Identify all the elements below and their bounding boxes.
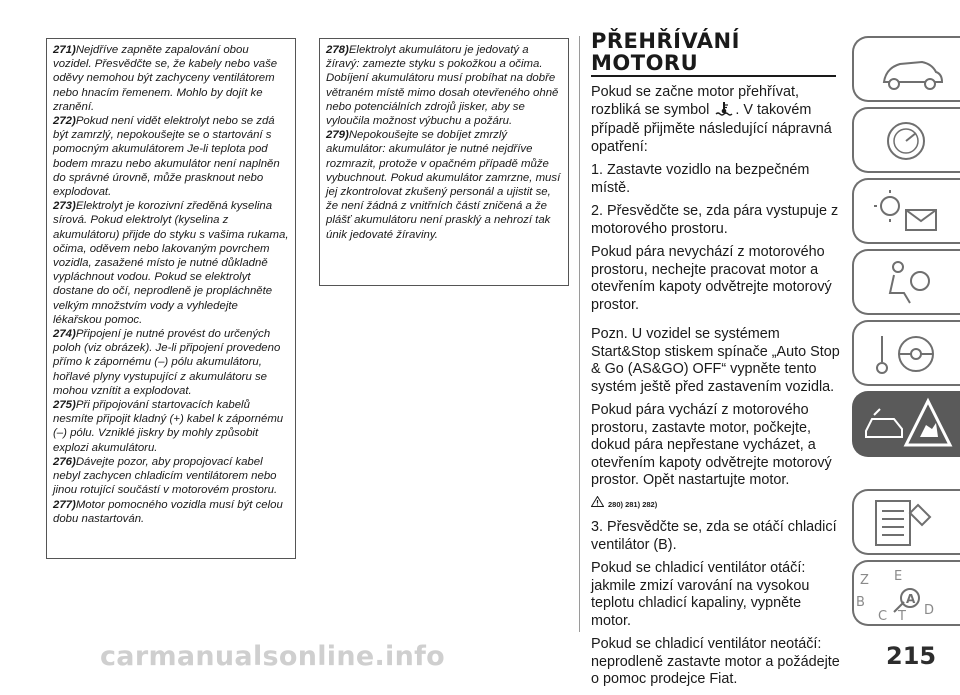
warning-number: 278) — [326, 44, 349, 56]
tab-safety[interactable] — [852, 249, 960, 315]
warning-text: Nejdříve zapněte zapalování obou vozidel. Přesvědčte se, že kabely nebo vaše oděvy nemohou být zachyceny ventilátorem nebo hnacím řemenem. Mohlo by dojít ke zranění. — [53, 44, 278, 113]
warning-item — [53, 43, 289, 114]
warning-number: 275) — [53, 399, 76, 412]
tab-dashboard[interactable] — [852, 107, 960, 173]
no-steam-paragraph: Pokud pára nevychází z motorového prostoru, nechejte pracovat motor a otevřením kapoty odvětrejte motorový prostor. — [591, 244, 832, 313]
warning-item — [53, 398, 289, 455]
fan-off-paragraph: Pokud se chladicí ventilátor neotáčí: neprodleně zastavte motor a požádejte o pomoc prodejce Fiat. — [591, 636, 840, 687]
tab-index[interactable] — [852, 560, 960, 626]
watermark: carmanualsonline.info — [100, 641, 446, 672]
svg-text:Z: Z — [860, 573, 869, 588]
tab-driving[interactable] — [852, 320, 960, 386]
warning-text: Dávejte pozor, aby propojovací kabel nebyl zachycen chladicím ventilátorem nebo jinou rotující součástí v motorovém prostoru. — [53, 455, 278, 497]
warning-text: Elektrolyt je korozivní zředěná kyselina sírová. Pokud elektrolyt (kyselina z akumulátoru) přijde do styku s vašima rukama, očima, oděvem nebo lakovaným povrchem vozidla, zasažené místo je nutné důkladně vypláchnout vodou. Pokud se elektrolyt dostane do očí, neprodleně je propláchněte velkým množstvím vody a vyhledejte lékařskou pomoc. — [53, 200, 289, 326]
tab-car[interactable] — [852, 36, 960, 102]
light-and-mail-icon — [854, 180, 960, 242]
car-breakdown-warning-icon — [854, 393, 960, 455]
specs-tools-icon — [854, 562, 960, 624]
key-steering-wheel-icon — [854, 322, 960, 384]
warning-item — [53, 455, 289, 498]
page-number: 215 — [886, 642, 937, 670]
warning-number: 274) — [53, 328, 76, 341]
intro-text: Pokud se začne motor přehřívat, rozbliká se symbol — [591, 84, 799, 118]
tab-maintenance[interactable] — [852, 489, 960, 555]
step-3: 3. Přesvědčte se, zda se otáčí chladicí ventilátor (B). — [591, 519, 837, 553]
dashboard-gauge-icon — [854, 109, 960, 171]
warning-text: Při připojování startovacích kabelů nesmíte připojit kladný (+) kabel k zápornému (–) pólu. Vzniklé jiskry by mohly způsobit explozi akumulátoru. — [53, 399, 284, 454]
main-text — [591, 84, 844, 695]
airbag-seat-icon — [854, 251, 960, 313]
references-text: 280) 281) 282) — [608, 499, 658, 509]
warning-triangle-icon — [591, 496, 604, 514]
service-checklist-icon — [854, 491, 960, 553]
fan-on-paragraph: Pokud se chladicí ventilátor otáčí: jakmile zmizí varování na vysokou teplotu chladicí kapaliny, vypněte motor. — [591, 560, 810, 629]
svg-text:E: E — [894, 569, 903, 584]
warning-text: Motor pomocného vozidla musí být celou dobu nastartován. — [53, 498, 283, 525]
warnings-box-middle — [319, 38, 569, 286]
step-2: 2. Přesvědčte se, zda pára vystupuje z motorového prostoru. — [591, 203, 839, 237]
warning-number: 279) — [326, 129, 349, 142]
warning-text: Elektrolyt akumulátoru je jedovatý a žíravý: zamezte styku s pokožkou a očima. Dobíjení akumulátoru musí probíhat na dobře větraném místě mimo dosah otevřeného ohně nebo potenciálních zdrojů jisker, aby se vyloučila možnost výbuchu a požáru. — [326, 44, 559, 128]
column-divider — [579, 36, 580, 632]
warning-number: 277) — [53, 498, 76, 511]
warning-item — [53, 327, 289, 398]
tab-lights[interactable] — [852, 178, 960, 244]
warning-references — [591, 496, 844, 514]
steam-paragraph: Pokud pára vychází z motorového prostoru, zastavte motor, počkejte, dokud pára nepřestane vycházet, a otevřením kapoty odvětrejte motorový prostor. Opět nastartujte motor. — [591, 402, 832, 488]
warning-number: 276) — [53, 455, 76, 468]
warning-item — [53, 199, 289, 327]
svg-text:B: B — [856, 595, 865, 610]
intro-text-cont: . V takovém případě přijměte následující nápravná opatření: — [591, 101, 832, 155]
warning-item — [53, 498, 289, 526]
svg-text:T: T — [898, 609, 906, 624]
tab-emergency[interactable] — [852, 391, 960, 457]
warning-text: Nepokoušejte se dobíjet zmrzlý akumulátor: akumulátor je nutné nejdříve rozmrazit, protože v opačném případě může vybuchnout. Pokud akumulátor zamrzne, musí jej zkontrolovat zkušený personál a ujistit se, že není žádná z vnitřních částí zničená a že plášť akumulátoru není prasklý a nehrozí tak únik jedovaté žíraviny. — [326, 129, 561, 241]
svg-text:A: A — [906, 592, 916, 606]
warning-number: 273) — [53, 200, 76, 213]
warning-number: 272) — [53, 115, 76, 128]
car-icon — [854, 38, 960, 100]
svg-text:D: D — [924, 603, 935, 618]
warning-text: Připojení je nutné provést do určených poloh (viz obrázek). Je-li připojení provedeno přímo k zápornému (–) pólu akumulátoru, hořlavé plyny vystupující z akumulátoru se mohou vznítit a explodovat. — [53, 328, 281, 397]
section-title: PŘEHŘÍVÁNÍ MOTORU — [591, 29, 740, 75]
title-underline — [591, 75, 836, 77]
svg-text:C: C — [878, 609, 888, 624]
warning-text: Pokud není vidět elektrolyt nebo se zdá být zamrzlý, nepokoušejte se o startování s pomocným akumulátorem Je-li teplota pod bodem mrazu nebo akumulátor není naplněn do správné úrovně, může prasknout nebo explodovat. — [53, 115, 280, 199]
warning-item — [326, 43, 562, 128]
warning-item — [326, 128, 562, 242]
warning-number: 271) — [53, 44, 76, 56]
coolant-temperature-warning-icon — [715, 102, 733, 122]
start-stop-note: Pozn. U vozidel se systémem Start&Stop stiskem spínače „Auto Stop & Go (AS&GO) OFF“ vypněte tento systém ještě před zastavením vozidla. — [591, 326, 840, 395]
warning-item — [53, 114, 289, 199]
step-1: 1. Zastavte vozidlo na bezpečném místě. — [591, 162, 810, 196]
warnings-box-left — [46, 38, 296, 559]
intro-paragraph — [591, 84, 844, 156]
